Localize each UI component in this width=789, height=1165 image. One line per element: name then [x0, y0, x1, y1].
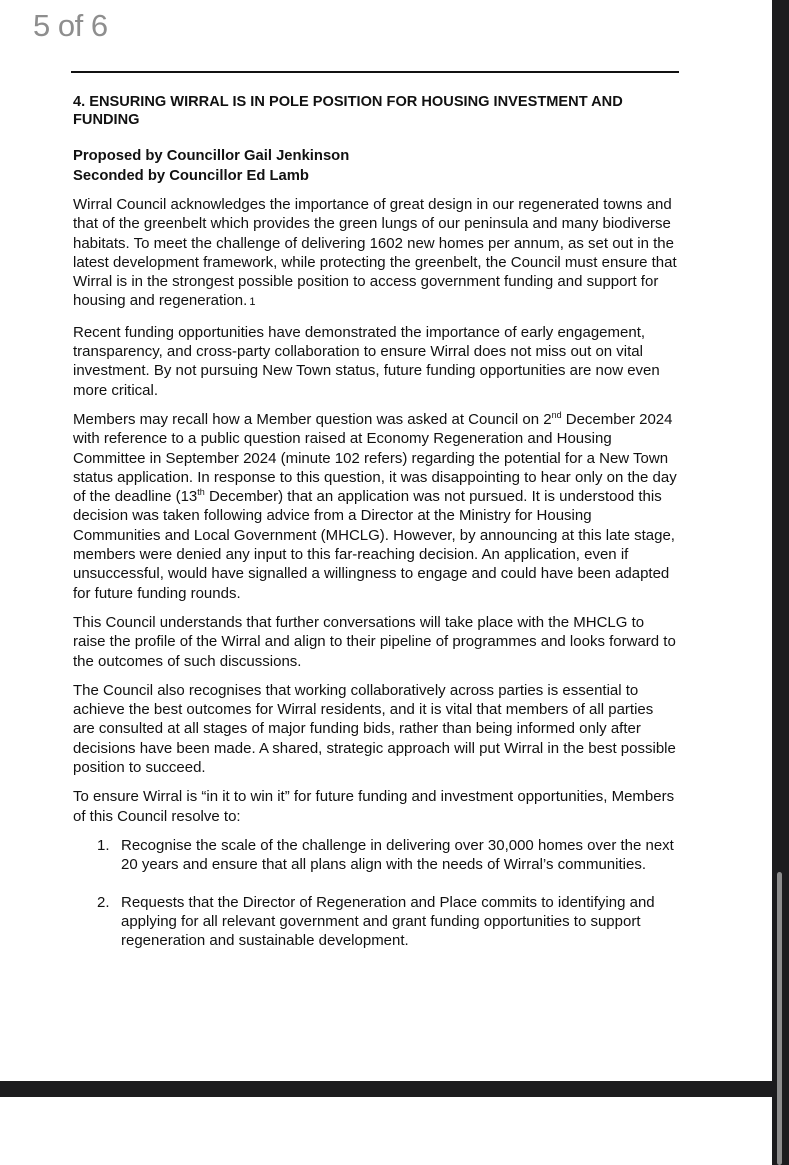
seconded-by: Seconded by Councillor Ed Lamb	[73, 167, 309, 184]
scrollbar-thumb[interactable]	[777, 872, 782, 1165]
paragraph-3-text-a: Members may recall how a Member question was asked at Council on 2	[73, 410, 552, 428]
paragraph-4: This Council understands that further conversations will take place with the MHCLG to raise the profile of the Wirral and align to their pipeline of programmes and looks forward to the outcomes of such discussions.	[73, 613, 676, 670]
ordinal-suffix: nd	[551, 409, 562, 420]
list-item	[73, 836, 679, 875]
motion-byline	[73, 147, 679, 186]
resolutions-list	[73, 836, 679, 950]
footnote-reference[interactable]: 1	[249, 296, 256, 309]
list-item-text: Recognise the scale of the challenge in delivering over 30,000 homes over the next 20 years and ensure that all plans align with the needs of Wirral’s communities.	[121, 836, 674, 874]
document-content	[73, 93, 679, 968]
vertical-scrollbar[interactable]	[772, 0, 789, 1165]
ordinal-suffix: th	[197, 487, 205, 498]
paragraph-3-text-b: December 2024 with reference to a public question raised at Economy Regeneration and Housing Committee in September 2024 (minute 102 refers) regarding the potential for a New Town status application. In response to this question, it was disappointing to hear only on the day of the deadline (13	[73, 410, 677, 506]
page-separator	[0, 1081, 772, 1097]
page-indicator: 5 of 6	[33, 8, 108, 43]
list-item-number: 2.	[97, 893, 110, 911]
paragraph-1-text: Wirral Council acknowledges the importance of great design in our regenerated towns and that of the greenbelt which provides the green lungs of our peninsula and many biodiverse habitats. To meet the challenge of delivering 1602 new homes per annum, as set out in the latest development framework, while protecting the greenbelt, the Council must ensure that Wirral is in the strongest possible position to access government funding and support for housing and regeneration.	[73, 196, 677, 310]
paragraph-2: Recent funding opportunities have demonstrated the importance of early engagement, transparency, and cross-party collaboration to ensure Wirral does not miss out on vital investment. By not pursuing New Town status, future funding opportunities are now even more critical.	[73, 323, 660, 399]
proposed-by: Proposed by Councillor Gail Jenkinson	[73, 148, 350, 164]
motion-heading: 4. ENSURING WIRRAL IS IN POLE POSITION FOR HOUSING INVESTMENT AND FUNDING	[73, 94, 623, 128]
paragraph-3	[73, 410, 679, 603]
header-rule	[71, 71, 679, 73]
paragraph-6: To ensure Wirral is “in it to win it” for future funding and investment opportunities, Members of this Council resolve to:	[73, 788, 675, 825]
paragraph-1	[73, 195, 679, 313]
paragraph-3-text-c: December) that an application was not pursued. It is understood this decision was taken following advice from a Director at the Ministry for Housing Communities and Local Government (MHCLG). However, by announcing at this late stage, members were denied any input to this far-reaching decision. An application, even if unsuccessful, would have signalled a willingness to engage and could have been adapted for future funding rounds.	[73, 488, 675, 602]
list-item-number: 1.	[97, 836, 110, 854]
next-page-preview	[0, 1097, 772, 1165]
list-item	[73, 893, 679, 951]
paragraph-5: The Council also recognises that working collaboratively across parties is essential to achieve the best outcomes for Wirral residents, and it is vital that members of all parties are consulted at all stages of major funding bids, rather than being informed only after decisions have been made. A shared, strategic approach will put Wirral in the best possible position to succeed.	[73, 681, 676, 777]
list-item-text: Requests that the Director of Regeneration and Place commits to identifying and applying for all relevant government and grant funding opportunities to support regeneration and sustainable development.	[121, 893, 655, 950]
